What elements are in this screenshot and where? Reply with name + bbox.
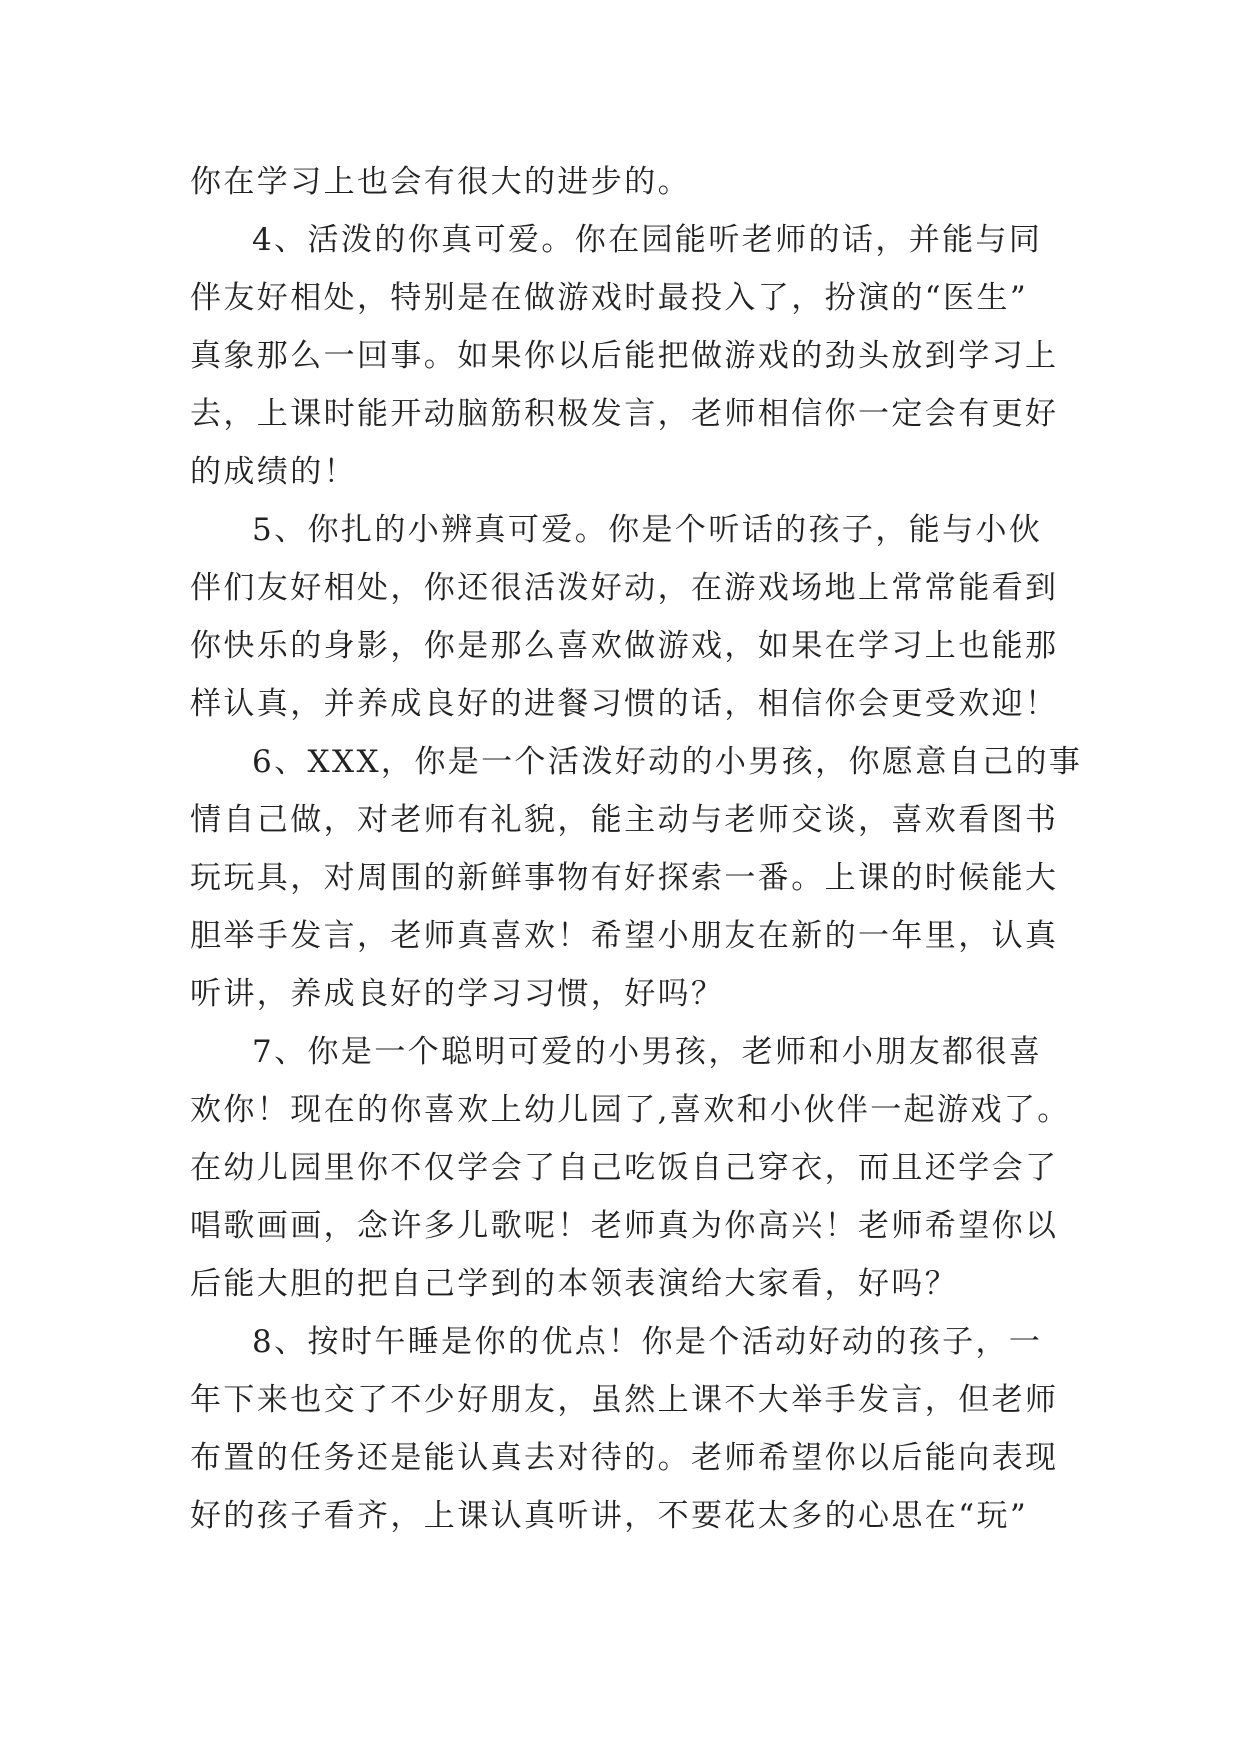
text-line: 的成绩的！ xyxy=(190,454,357,490)
paragraph-first-line: 8、按时午睡是你的优点！你是个活动好动的孩子，一 xyxy=(252,1324,1043,1360)
text-line: 伴友好相处，特别是在做游戏时最投入了，扮演的“医生” xyxy=(190,280,1029,316)
text-line: 玩玩具，对周围的新鲜事物有好探索一番。上课的时候能大 xyxy=(190,860,1059,896)
paragraph-first-line: 6、XXX，你是一个活泼好动的小男孩，你愿意自己的事 xyxy=(252,744,1083,780)
text-line: 去，上课时能开动脑筋积极发言，老师相信你一定会有更好 xyxy=(190,396,1059,432)
text-line: 欢你！现在的你喜欢上幼儿园了,喜欢和小伙伴一起游戏了。 xyxy=(190,1092,1071,1128)
text-line: 好的孩子看齐，上课认真听讲，不要花太多的心思在“玩” xyxy=(190,1498,1029,1534)
paragraph-first-line: 5、你扎的小辨真可爱。你是个听话的孩子，能与小伙 xyxy=(252,512,1043,548)
text-line: 布置的任务还是能认真去对待的。老师希望你以后能向表现 xyxy=(190,1440,1059,1476)
text-line: 真象那么一回事。如果你以后能把做游戏的劲头放到学习上 xyxy=(190,338,1059,374)
text-line: 胆举手发言，老师真喜欢！希望小朋友在新的一年里，认真 xyxy=(190,918,1059,954)
paragraph-first-line: 7、你是一个聪明可爱的小男孩，老师和小朋友都很喜 xyxy=(252,1034,1043,1070)
text-line: 你快乐的身影，你是那么喜欢做游戏，如果在学习上也能那 xyxy=(190,628,1059,664)
text-line: 在幼儿园里你不仅学会了自己吃饭自己穿衣，而且还学会了 xyxy=(190,1150,1059,1186)
text-line: 样认真，并养成良好的进餐习惯的话，相信你会更受欢迎！ xyxy=(190,686,1059,722)
document-body xyxy=(190,153,1083,1545)
text-line: 唱歌画画，念许多儿歌呢！老师真为你高兴！老师希望你以 xyxy=(190,1208,1059,1244)
text-line: 年下来也交了不少好朋友，虽然上课不大举手发言，但老师 xyxy=(190,1382,1059,1418)
text-line: 你在学习上也会有很大的进步的。 xyxy=(190,164,691,200)
text-line: 听讲，养成良好的学习习惯，好吗？ xyxy=(190,976,725,1012)
paragraph-first-line: 4、活泼的你真可爱。你在园能听老师的话，并能与同 xyxy=(252,222,1043,258)
text-line: 伴们友好相处，你还很活泼好动，在游戏场地上常常能看到 xyxy=(190,570,1059,606)
text-line: 情自己做，对老师有礼貌，能主动与老师交谈，喜欢看图书 xyxy=(190,802,1059,838)
text-line: 后能大胆的把自己学到的本领表演给大家看，好吗？ xyxy=(190,1266,959,1302)
